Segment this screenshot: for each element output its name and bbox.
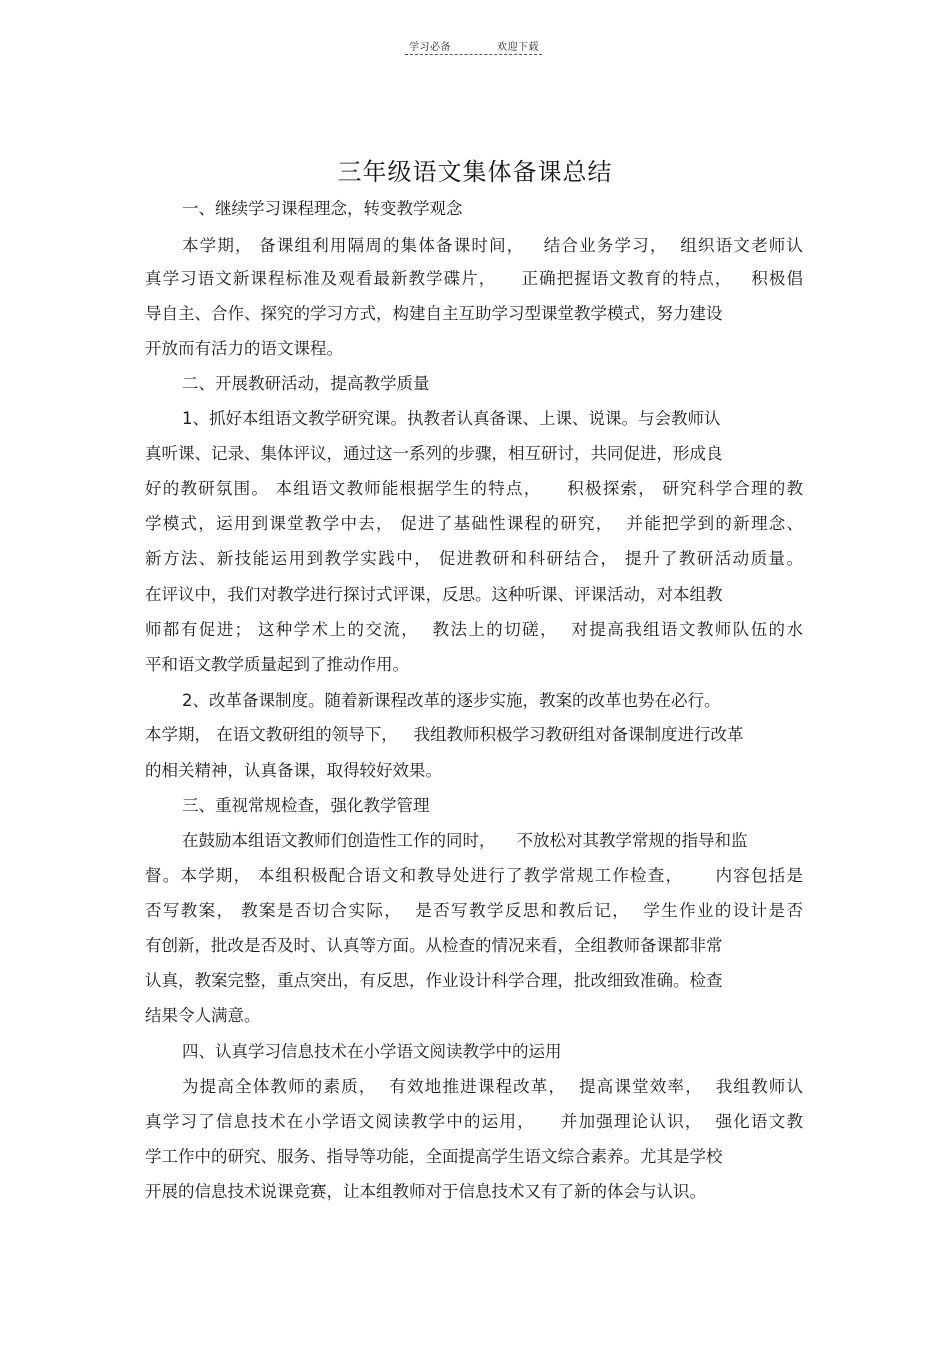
paragraph-line: 学工作中的研究、服务、指导等功能，全面提高学生语文综合素养。尤其是学校 [145,1147,723,1166]
paragraph-line: 督。本学期， 本组积极配合语文和教导处进行了教学常规工作检查， 内容包括是 [145,866,803,885]
paragraph-line: 的相关精神，认真备课，取得较好效果。 [145,761,442,780]
paragraph-line: 认真，教案完整，重点突出，有反思，作业设计科学合理，批改细致准确。检查 [145,971,723,990]
paragraph-line: 好的教研氛围。 本组语文教师能根据学生的特点， 积极探索， 研究科学合理的教 [145,479,803,498]
section-heading-4: 四、认真学习信息技术在小学语文阅读教学中的运用 [182,1042,562,1061]
paragraph-line: 真听课、记录、集体评议，通过这一系列的步骤，相互研讨，共同促进，形成良 [145,444,723,463]
header-right-text: 欢迎下载 [497,42,539,53]
section-heading-1: 一、继续学习课程理念，转变教学观念 [182,199,463,218]
paragraph-line: 1、抓好本组语文教学研究课。执教者认真备课、上课、说课。与会教师认 [182,409,721,428]
paragraph-line: 真学习语文新课程标准及观看最新教学碟片， 正确把握语文教育的特点， 积极倡 [145,269,803,288]
section-heading-2: 二、开展教研活动，提高教学质量 [182,374,430,393]
paragraph-line: 学模式，运用到课堂教学中去， 促进了基础性课程的研究， 并能把学到的新理念、 [145,514,803,533]
header-left-text: 学习必备 [409,42,451,53]
paragraph-line: 本学期， 在语文教研组的领导下， 我组教师积极学习教研组对备课制度进行改革 [145,725,744,744]
paragraph-line: 开展的信息技术说课竞赛，让本组教师对于信息技术又有了新的体会与认识。 [145,1182,706,1201]
paragraph-line: 在鼓励本组语文教师们创造性工作的同时， 不放松对其教学常规的指导和监 [182,831,748,850]
paragraph-line: 师都有促进； 这种学术上的交流， 教法上的切磋， 对提高我组语文教师队伍的水 [145,620,803,639]
paragraph-line: 导自主、合作、探究的学习方式，构建自主互助学习型课堂教学模式，努力建设 [145,304,723,323]
section-heading-3: 三、重视常规检查，强化教学管理 [182,796,430,815]
paragraph-line: 为提高全体教师的素质， 有效地推进课程改革， 提高课堂效率， 我组教师认 [182,1077,803,1096]
paragraph-line: 否写教案， 教案是否切合实际， 是否写教学反思和教后记， 学生作业的设计是否 [145,901,803,920]
paragraph-line: 真学习了信息技术在小学语文阅读教学中的运用， 并加强理论认识， 强化语文教 [145,1112,803,1131]
paragraph-line: 结果令人满意。 [145,1006,261,1025]
paragraph-line: 在评议中，我们对教学进行探讨式评课，反思。这种听课、评课活动，对本组教 [145,585,723,604]
paragraph-line: 新方法、新技能运用到教学实践中， 促进教研和科研结合， 提升了教研活动质量。 [145,549,803,568]
header-divider [405,54,542,55]
paragraph-line: 开放而有活力的语文课程。 [145,339,343,358]
paragraph-line: 2、改革备课制度。随着新课程改革的逐步实施，教案的改革也势在必行。 [182,691,721,710]
paragraph-line: 有创新，批改是否及时、认真等方面。从检查的情况来看，全组教师备课都非常 [145,936,723,955]
document-title: 三年级语文集体备课总结 [337,158,613,186]
paragraph-line: 平和语文教学质量起到了推动作用。 [145,655,409,674]
paragraph-line: 本学期， 备课组利用隔周的集体备课时间， 结合业务学习， 组织语文老师认 [182,236,803,255]
